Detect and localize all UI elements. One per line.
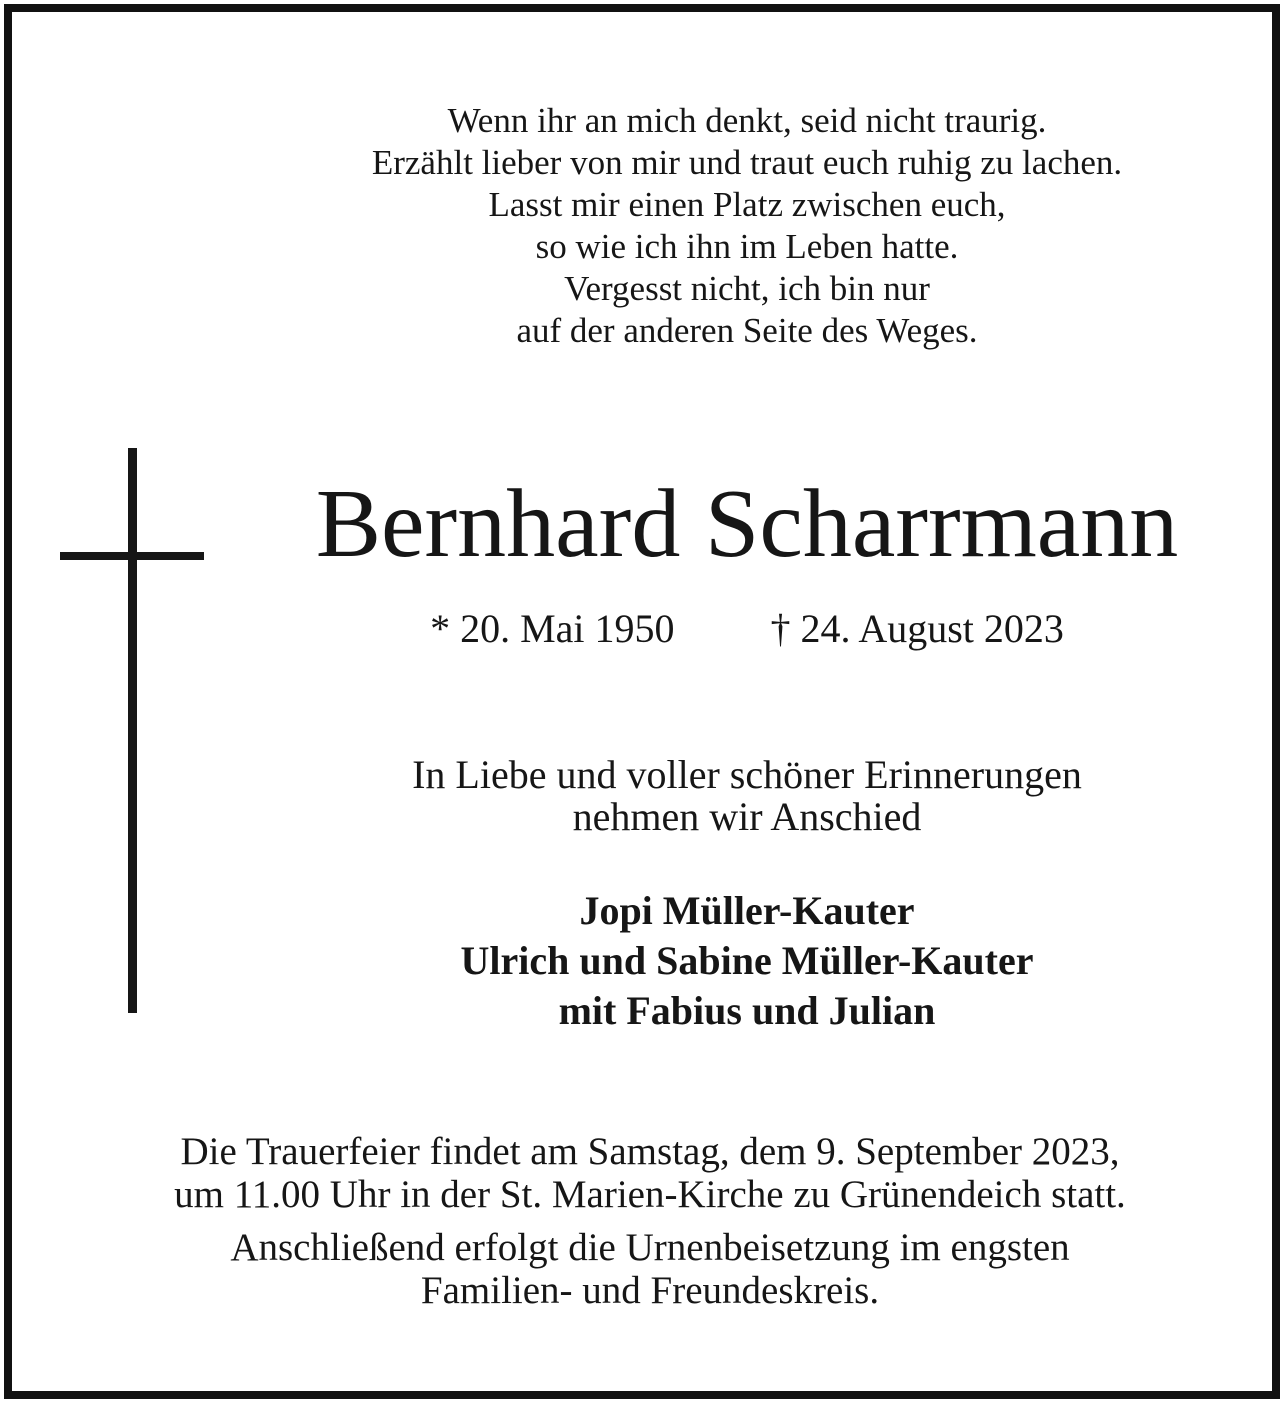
poem-line: Erzählt lieber von mir und traut euch ruhig zu lachen. bbox=[371, 143, 1123, 182]
mourner-line: Jopi Müller-Kauter bbox=[579, 888, 915, 933]
farewell-line: In Liebe und voller schöner Erinnerungen bbox=[412, 752, 1082, 797]
poem-line: auf der anderen Seite des Weges. bbox=[516, 311, 978, 350]
mourner-line: mit Fabius und Julian bbox=[558, 988, 936, 1033]
burial-line: Anschließend erfolgt die Urnenbeisetzung im engsten bbox=[230, 1226, 1070, 1269]
farewell-text bbox=[242, 754, 1252, 838]
farewell-line: nehmen wir Anschied bbox=[572, 794, 922, 839]
memorial-poem bbox=[242, 100, 1252, 352]
poem-line: Vergesst nicht, ich bin nur bbox=[564, 269, 930, 308]
burial-line: Familien- und Freundeskreis. bbox=[420, 1269, 880, 1312]
obituary-frame bbox=[4, 4, 1280, 1399]
service-line: um 11.00 Uhr in der St. Marien-Kirche zu Grünendeich statt. bbox=[174, 1173, 1126, 1216]
service-info bbox=[40, 1130, 1260, 1216]
cross-horizontal-bar bbox=[60, 552, 204, 560]
burial-info bbox=[40, 1226, 1260, 1312]
birth-date: * 20. Mai 1950 bbox=[430, 606, 675, 651]
mourners-list bbox=[242, 886, 1252, 1036]
service-line: Die Trauerfeier findet am Samstag, dem 9. September 2023, bbox=[180, 1130, 1120, 1173]
poem-line: Wenn ihr an mich denkt, seid nicht traurig. bbox=[447, 101, 1047, 140]
mourner-line: Ulrich und Sabine Müller-Kauter bbox=[460, 938, 1034, 983]
death-date: † 24. August 2023 bbox=[770, 606, 1064, 651]
poem-line: so wie ich ihn im Leben hatte. bbox=[535, 227, 959, 266]
deceased-name: Bernhard Scharrmann bbox=[315, 470, 1179, 578]
poem-line: Lasst mir einen Platz zwischen euch, bbox=[488, 185, 1006, 224]
life-dates bbox=[242, 604, 1252, 654]
cross-vertical-bar bbox=[128, 448, 137, 1013]
